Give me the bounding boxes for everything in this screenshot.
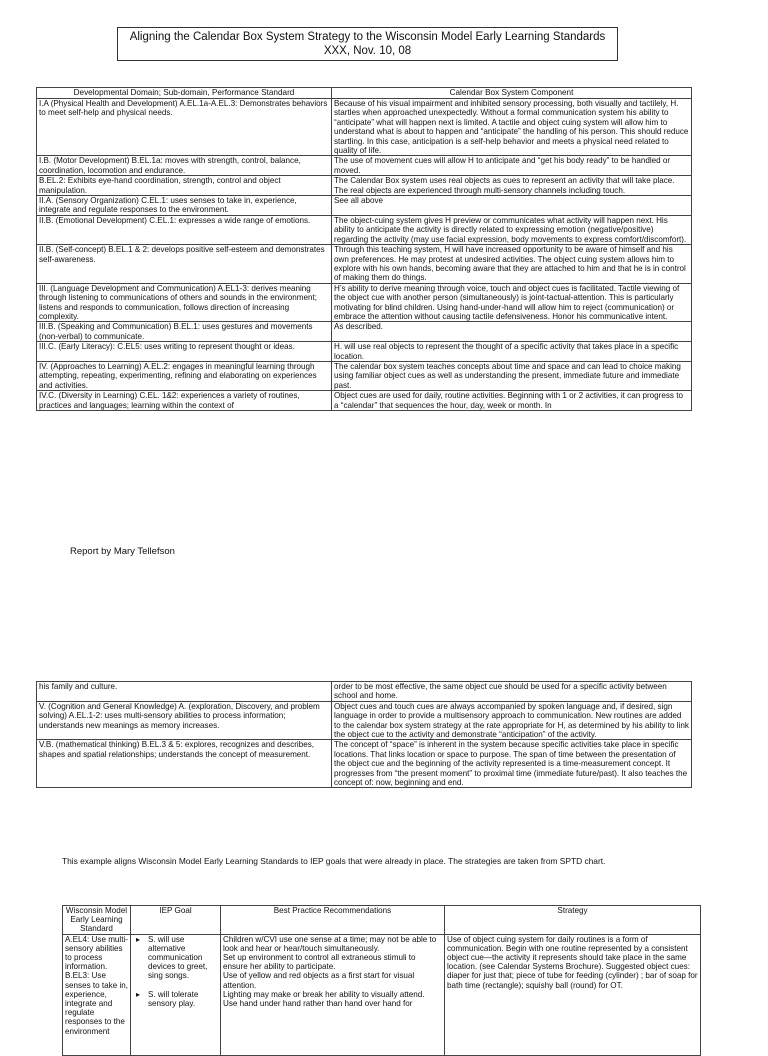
alignment-table: [36, 87, 692, 411]
strategy-text: Use of object cuing system for daily routines is a form of communication. Begin with one routine represented by a consistent object cue—the activity it represents should take place in the same location. (see Calendar Systems Brochure). Suggested object cues: diaper for just that; piece of tube for feeding (cylinder) ; bar of soap for bath time (rectangle); squishy ball (round) for OT.: [447, 934, 698, 990]
goal-list: [133, 935, 218, 1008]
component-cell: H. will use real objects to represent the thought of a specific activity that takes place in a specific location.: [332, 342, 692, 362]
table-row: [37, 322, 692, 342]
component-cell: order to be most effective, the same object cue should be used for a specific activity between school and home.: [332, 682, 692, 702]
component-cell: Through this teaching system, H will have increased opportunity to be aware of himself and his own preferences. He may protest at undesired activities. The object cuing system allows him to explore with his own hands, becoming aware that they are attached to him and that he is in control of making them do things.: [332, 245, 692, 284]
document-title-box: [117, 27, 618, 61]
column-header: Developmental Domain; Sub-domain, Performance Standard: [37, 88, 332, 99]
practice-cell: [221, 934, 445, 1055]
column-header: Calendar Box System Component: [332, 88, 692, 99]
table-header-row: [63, 906, 701, 935]
standard-cell: V.B. (mathematical thinking) B.EL.3 & 5: explores, recognizes and describes, shapes and spatial relationships; understands the concept of measurement.: [37, 740, 332, 788]
standard-cell: B.EL.2: Exhibits eye-hand coordination, strength, control and object manipulation.: [37, 176, 332, 196]
component-cell: H’s ability to derive meaning through voice, touch and object cues is facilitated. Tactile viewing of the object cue with another person (simultaneously) is joint-tactual-attention. This is particularly motivating for blind children. Using hand-under-hand will allow him to reject (communication) or embrace the attention without causing tactile defensiveness. Honor his communicative intent.: [332, 283, 692, 322]
standard-cell: III.B. (Speaking and Communication) B.EL.1: uses gestures and movements (non-verbal) to communicate.: [37, 322, 332, 342]
practice-item: Use hand under hand rather than hand over hand for: [223, 999, 413, 1009]
component-cell: Object cues and touch cues are always accompanied by spoken language and, if desired, sign language in order to provide a multisensory approach to communication. New routines are added to the calendar box system strategy at the rate appropriate for H, as determined by his ability to link the object cue to the activity and demonstrate “anticipation” of the activity.: [332, 701, 692, 740]
component-cell: Object cues are used for daily, routine activities. Beginning with 1 or 2 activities, it can progress to a “calendar” that sequences the hour, day, week or month. In: [332, 391, 692, 411]
standard-cell: I.B. (Motor Development) B.EL.1a: moves with strength, control, balance, coordination, locomotion and endurance.: [37, 156, 332, 176]
example-note: This example aligns Wisconsin Model Early Learning Standards to IEP goals that were already in place. The strategies are taken from SPTD chart.: [62, 856, 606, 866]
component-cell: The calendar box system teaches concepts about time and space and can lead to choice making using familiar object cues as well as understanding the present, immediate future and immediate past.: [332, 361, 692, 390]
table-row: [37, 740, 692, 788]
document-date: XXX, Nov. 10, 08: [323, 45, 412, 57]
standard-cell: III. (Language Development and Communication) A.EL1-3: derives meaning through listening to communications of others and sounds in the environment; listens and responds to communication, follows direction of increasing complexity.: [37, 283, 332, 322]
strategy-cell: [445, 934, 701, 1055]
practice-item: Set up environment to control all extraneous stimuli to ensure her ability to participate.: [223, 953, 416, 972]
component-cell: The Calendar Box system uses real objects as cues to represent an activity that will take place. The real objects are experienced through multi-sensory channels including touch.: [332, 176, 692, 196]
column-header: Wisconsin Model Early Learning Standard: [63, 906, 131, 935]
standard-cell: his family and culture.: [37, 682, 332, 702]
iep-alignment-table: [62, 905, 701, 1056]
table-row: [37, 391, 692, 411]
standard-cell: IV. (Approaches to Learning) A.EL.2: engages in meaningful learning through attempting, repeating, experimenting, refining and elaborating on experiences and activities.: [37, 361, 332, 390]
standard-cell: II.B. (Self-concept) B.EL.1 & 2: develops positive self-esteem and demonstrates self-awareness.: [37, 245, 332, 284]
practice-item: Lighting may make or break her ability to visually attend.: [223, 989, 425, 999]
standard-cell: II.A. (Sensory Organization) C.EL.1: uses senses to take in, experience, integrate and regulate responses to the environment.: [37, 196, 332, 216]
component-cell: Because of his visual impairment and inhibited sensory processing, both visually and tactilely, H. startles when approached unexpectedly. Without a formal communication system his ability to “anticipate” what will happen next is limited. A tactile and object cuing system will allow him to understand what is about to happen and “anticipate” the handling of his person. This should reduce startling. In this case, anticipation is a self-help behavior and meets a physical need related to quality of life.: [332, 99, 692, 156]
table-row: [37, 99, 692, 156]
column-header: Best Practice Recommendations: [221, 906, 445, 935]
practice-item: Use of yellow and red objects as a first start for visual attention.: [223, 971, 415, 990]
table-row: [37, 176, 692, 196]
standard-cell: V. (Cognition and General Knowledge) A. (exploration, Discovery, and problem solving) A.EL.1-2: uses multi-sensory abilities to process information; understands new meanings as memory increases.: [37, 701, 332, 740]
table-row: [37, 215, 692, 244]
component-cell: As described.: [332, 322, 692, 342]
goal-list-wrap: [133, 935, 218, 1055]
table-row: [63, 934, 701, 1055]
table-row: [37, 342, 692, 362]
report-author: Report by Mary Tellefson: [70, 546, 175, 557]
table-row: [37, 156, 692, 176]
document-title: Aligning the Calendar Box System Strategy to the Wisconsin Model Early Learning Standards: [129, 31, 606, 43]
table-row: [37, 701, 692, 740]
component-cell: See all above: [332, 196, 692, 216]
standard-cell: [63, 934, 131, 1055]
table-header-row: [37, 88, 692, 99]
standard-text: A.EL4: Use multi-sensory abilities to process information. B.EL3: Use senses to take in, experience, integrate and regulate responses to the environment: [65, 934, 128, 1036]
column-header: IEP Goal: [131, 906, 221, 935]
column-header: Strategy: [445, 906, 701, 935]
goal-cell: [131, 934, 221, 1055]
component-cell: The use of movement cues will allow H to anticipate and “get his body ready” to be handled or moved.: [332, 156, 692, 176]
standard-cell: III.C. (Early Literacy): C.EL5: uses writing to represent thought or ideas.: [37, 342, 332, 362]
standard-cell: I.A (Physical Health and Development) A.EL.1a-A.EL.3: Demonstrates behaviors to meet self-help and physical needs.: [37, 99, 332, 156]
table-row: [37, 682, 692, 702]
table-row: [37, 245, 692, 284]
standard-cell: II.B. (Emotional Development) C.EL.1: expresses a wide range of emotions.: [37, 215, 332, 244]
table-row: [37, 283, 692, 322]
table-row: [37, 196, 692, 216]
practice-list: [223, 935, 442, 1055]
alignment-table-continued: [36, 681, 692, 788]
component-cell: The object-cuing system gives H preview or communicates what activity will happen next. His ability to anticipate the activity is directly related to expressing emotion (negative/positive) regarding the activity (may use facial expression, body movements to express comfort/discomfort).: [332, 215, 692, 244]
standard-cell: IV.C. (Diversity in Learning) C.EL. 1&2: experiences a variety of routines, practices and languages; learning within the context of: [37, 391, 332, 411]
goal-item: ▸ S. will use alternative communication devices to greet, sing songs.: [133, 935, 218, 981]
component-cell: The concept of “space” is inherent in the system because specific activities take place in specific locations. That links location or space to purpose. The span of time between the presentation of the object cue and the beginning of the activity represented is a time-measurement concept. It progresses from “the present moment” to proximal time (immediate future/past). It also teaches the concept of: now, beginning and end.: [332, 740, 692, 788]
table-row: [37, 361, 692, 390]
goal-item: ▸ S. will tolerate sensory play.: [133, 990, 218, 1008]
practice-item: Children w/CVI use one sense at a time; may not be able to look and hear or hear/touch simultaneously.: [223, 934, 437, 953]
